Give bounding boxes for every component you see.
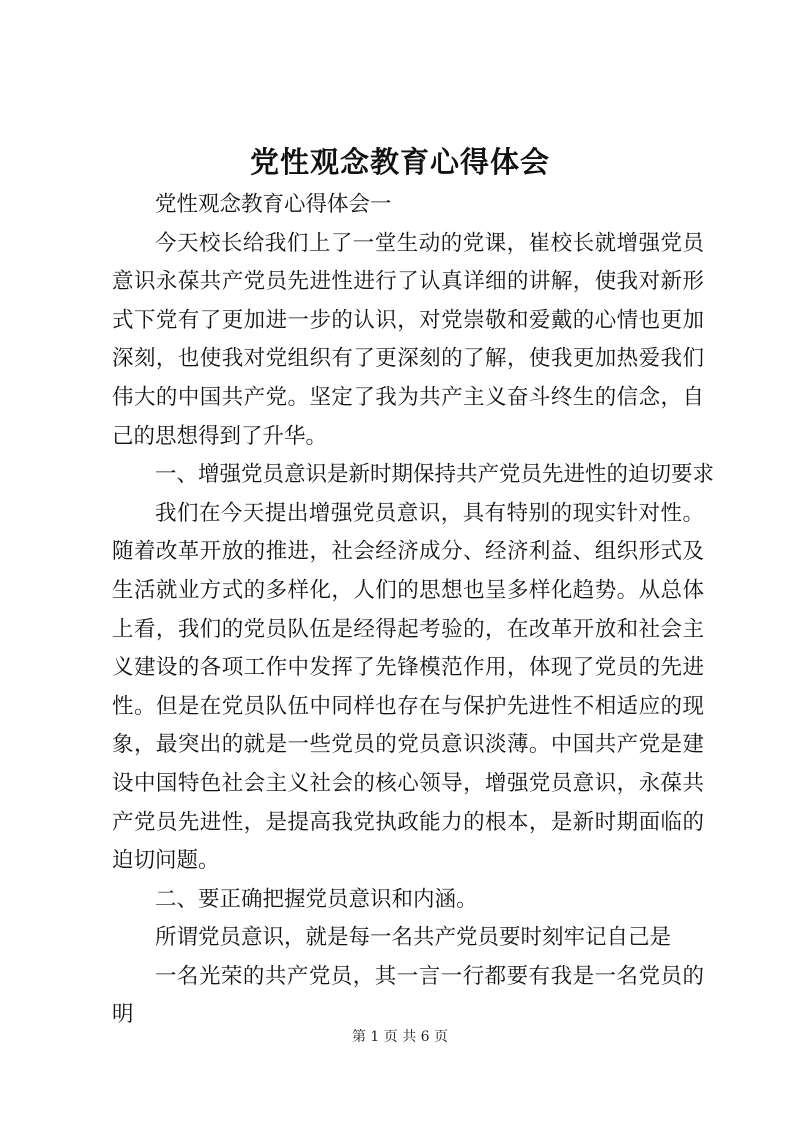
paragraph-section-2-line-2: 一名光荣的共产党员，其一言一行都要有我是一名党员的明 (112, 963, 704, 1028)
paragraph-section-1: 我们在今天提出增强党员意识，具有特别的现实针对性。随着改革开放的推进，社会经济成分、经济利益、组织形式及生活就业方式的多样化，人们的思想也呈多样化趋势。从总体上看，我们的党员队伍是经得起考验的，在改革开放和社会主义建设的各项工作中发挥了先锋模范作用，体现了党员的先进性。但是在党员队伍中同样也存在与保护先进性不相适应的现象，最突出的就是一些党员的党员意识淡薄。中国共产党是建设中国特色社会主义社会的核心领导，增强党员意识，永葆共产党员先进性，是提高我党执政能力的根本，是新时期面临的迫切问题。 (112, 500, 704, 874)
section-subtitle: 党性观念教育心得体会一 (155, 192, 392, 217)
section-heading-2: 二、要正确把握党员意识和内涵。 (155, 886, 478, 912)
document-body (112, 186, 715, 1035)
page-footer: 第 1 页 共 6 页 (351, 1029, 449, 1045)
paragraph-section-2-line-1: 所谓党员意识，就是每一名共产党员要时刻牢记自己是 (155, 925, 672, 951)
section-heading-1: 一、增强党员意识是新时期保持共产党员先进性的迫切要求 (155, 462, 715, 488)
paragraph-intro: 今天校长给我们上了一堂生动的党课，崔校长就增强党员意识永葆共产党员先进性进行了认真详细的讲解，使我对新形式下党有了更加进一步的认识，对党崇敬和爱戴的心情也更加深刻，也使我对党组织有了更深刻的了解，使我更加热爱我们伟大的中国共产党。坚定了我为共产主义奋斗终生的信念，自己的思想得到了升华。 (112, 230, 704, 449)
document-title: 党性观念教育心得体会 (249, 145, 550, 179)
